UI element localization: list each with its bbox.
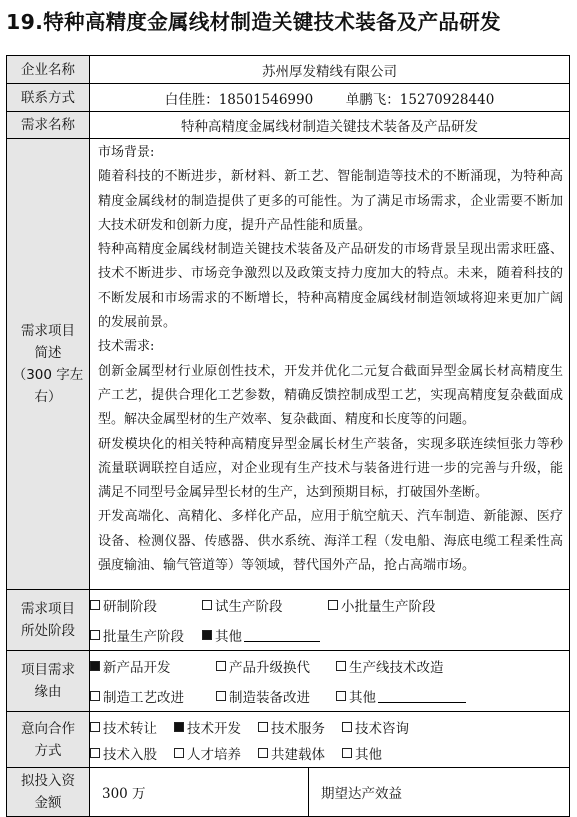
description-paragraph: 开发高端化、高精化、多样化产品，应用于航空航天、汽车制造、新能源、医疗设备、检测仪器、传感器、供水系统、海洋工程（发电船、海底电缆工程柔性高强度输油、输气管道等）等领域，替代国外产品，抢占高端市场。 [98, 509, 563, 574]
stage-option-other[interactable]: 其他 [202, 625, 320, 645]
description-label-line: 简述 [34, 345, 62, 361]
contact-person-2: 单鹏飞：15270928440 [345, 91, 495, 108]
checkbox-icon [90, 722, 100, 732]
cooperation-label-line: 方式 [34, 742, 62, 759]
cooperation-row [7, 712, 570, 768]
investment-content [90, 768, 570, 817]
investment-amount: 300 万 [90, 768, 309, 816]
checkbox-icon [336, 661, 346, 671]
contact-row [7, 84, 570, 112]
description-label-line: 右） [34, 389, 62, 405]
stage-row [7, 590, 570, 651]
company-label: 企业名称 [7, 56, 90, 84]
stage-options [90, 590, 570, 651]
description-paragraph: 创新金属型材行业原创性技术，开发并优化二元复合截面异型金属长材高精度生产工艺，提供合理化工艺参数，精确反馈控制成型工艺，实现高精度复杂截面成型。解决金属型材的生产效率、复杂截面、精度和长度等的问题。 [98, 363, 563, 428]
description-paragraph: 研发模块化的相关特种高精度异型金属长材生产装备，实现多联连续恒张力等秒流量联调联控自适应，对企业现有生产技术与装备进行进一步的完善与升级，能满足不同型号金属异型长材的生产，达到预期目标，打破国外垄断。 [98, 436, 563, 501]
reason-option[interactable]: 制造工艺改进 [90, 686, 216, 706]
stage-option[interactable]: 批量生产阶段 [90, 625, 202, 645]
reason-option[interactable]: 产品升级换代 [216, 656, 336, 676]
stage-label-line: 所处阶段 [21, 623, 75, 639]
market-background-heading: 市场背景: [98, 145, 155, 160]
checkbox-icon [90, 630, 100, 640]
checkbox-icon [90, 748, 100, 758]
cooperation-label [7, 712, 90, 768]
stage-label [7, 590, 90, 651]
reason-option-other[interactable]: 其他 [336, 686, 466, 706]
technical-demand-heading: 技术需求: [98, 339, 155, 355]
description-label-line: （300 字左 [12, 367, 84, 383]
fill-in-line[interactable] [378, 701, 466, 703]
reason-option[interactable]: 制造装备改进 [216, 686, 336, 706]
stage-option[interactable]: 试生产阶段 [202, 595, 328, 615]
company-value: 苏州厚发精线有限公司 [90, 56, 570, 84]
cooperation-option[interactable]: 技术入股 [90, 743, 174, 763]
checked-checkbox-icon [174, 722, 184, 732]
cooperation-option[interactable]: 技术服务 [258, 717, 342, 737]
stage-option[interactable]: 小批量生产阶段 [328, 595, 436, 615]
company-row [7, 56, 570, 84]
description-label-line: 需求项目 [21, 323, 75, 339]
checkbox-icon [202, 600, 212, 610]
checkbox-icon [342, 748, 352, 758]
checkbox-icon [216, 691, 226, 701]
cooperation-option[interactable]: 技术开发 [174, 717, 258, 737]
checkbox-icon [90, 600, 100, 610]
description-content [90, 139, 570, 590]
description-label [7, 139, 90, 590]
page-title: 19.特种高精度金属线材制造关键技术装备及产品研发 [6, 10, 501, 34]
cooperation-option[interactable]: 共建载体 [258, 743, 342, 763]
cooperation-option[interactable]: 技术转让 [90, 717, 174, 737]
checkbox-icon [336, 691, 346, 701]
demand-name-label: 需求名称 [7, 112, 90, 139]
contact-person-1: 白佳胜：18501546990 [164, 91, 314, 108]
reason-option[interactable]: 生产线技术改造 [336, 656, 444, 676]
fill-in-line[interactable] [244, 640, 320, 642]
cooperation-options [90, 712, 570, 768]
stage-label-line: 需求项目 [21, 601, 75, 617]
investment-label [7, 768, 90, 817]
description-paragraph: 随着科技的不断进步，新材料、新工艺、智能制造等技术的不断涌现，为特种高精度金属线材的制造提供了更多的可能性。为了满足市场需求，企业需要不断加大技术研发和创新力度，提升产品性能和质量。 [98, 169, 563, 233]
reason-option[interactable]: 新产品开发 [90, 656, 216, 676]
checkbox-icon [174, 748, 184, 758]
reason-label [7, 651, 90, 712]
demand-name-value: 特种高精度金属线材制造关键技术装备及产品研发 [90, 112, 570, 139]
checkbox-icon [328, 600, 338, 610]
cooperation-option[interactable]: 人才培养 [174, 743, 258, 763]
cooperation-option[interactable]: 其他 [342, 743, 382, 763]
cooperation-label-line: 意向合作 [21, 720, 75, 737]
contact-value [90, 84, 570, 112]
checkbox-icon [90, 691, 100, 701]
checked-checkbox-icon [90, 661, 100, 671]
stage-option[interactable]: 研制阶段 [90, 595, 202, 615]
reason-row [7, 651, 570, 712]
demand-name-row [7, 112, 570, 139]
description-row [7, 139, 570, 590]
demand-form-table [6, 55, 570, 817]
checkbox-icon [258, 748, 268, 758]
cooperation-option[interactable]: 技术咨询 [342, 717, 409, 737]
reason-label-line: 缘由 [34, 684, 62, 700]
description-paragraph: 特种高精度金属线材制造关键技术装备及产品研发的市场背景呈现出需求旺盛、技术不断进步、市场竞争激烈以及政策支持力度加大的特点。未来，随着科技的不断发展和市场需求的不断增长，特种高精度金属线材制造领域将迎来更加广阔的发展前景。 [98, 242, 563, 331]
checkbox-icon [258, 722, 268, 732]
expected-benefit-label: 期望达产效益 [321, 786, 402, 802]
checkbox-icon [342, 722, 352, 732]
contact-label: 联系方式 [7, 84, 90, 112]
reason-label-line: 项目需求 [21, 662, 75, 678]
checked-checkbox-icon [202, 630, 212, 640]
investment-label-line: 金额 [34, 795, 62, 811]
checkbox-icon [216, 661, 226, 671]
reason-options [90, 651, 570, 712]
investment-row [7, 768, 570, 817]
investment-label-line: 拟投入资 [21, 773, 75, 789]
